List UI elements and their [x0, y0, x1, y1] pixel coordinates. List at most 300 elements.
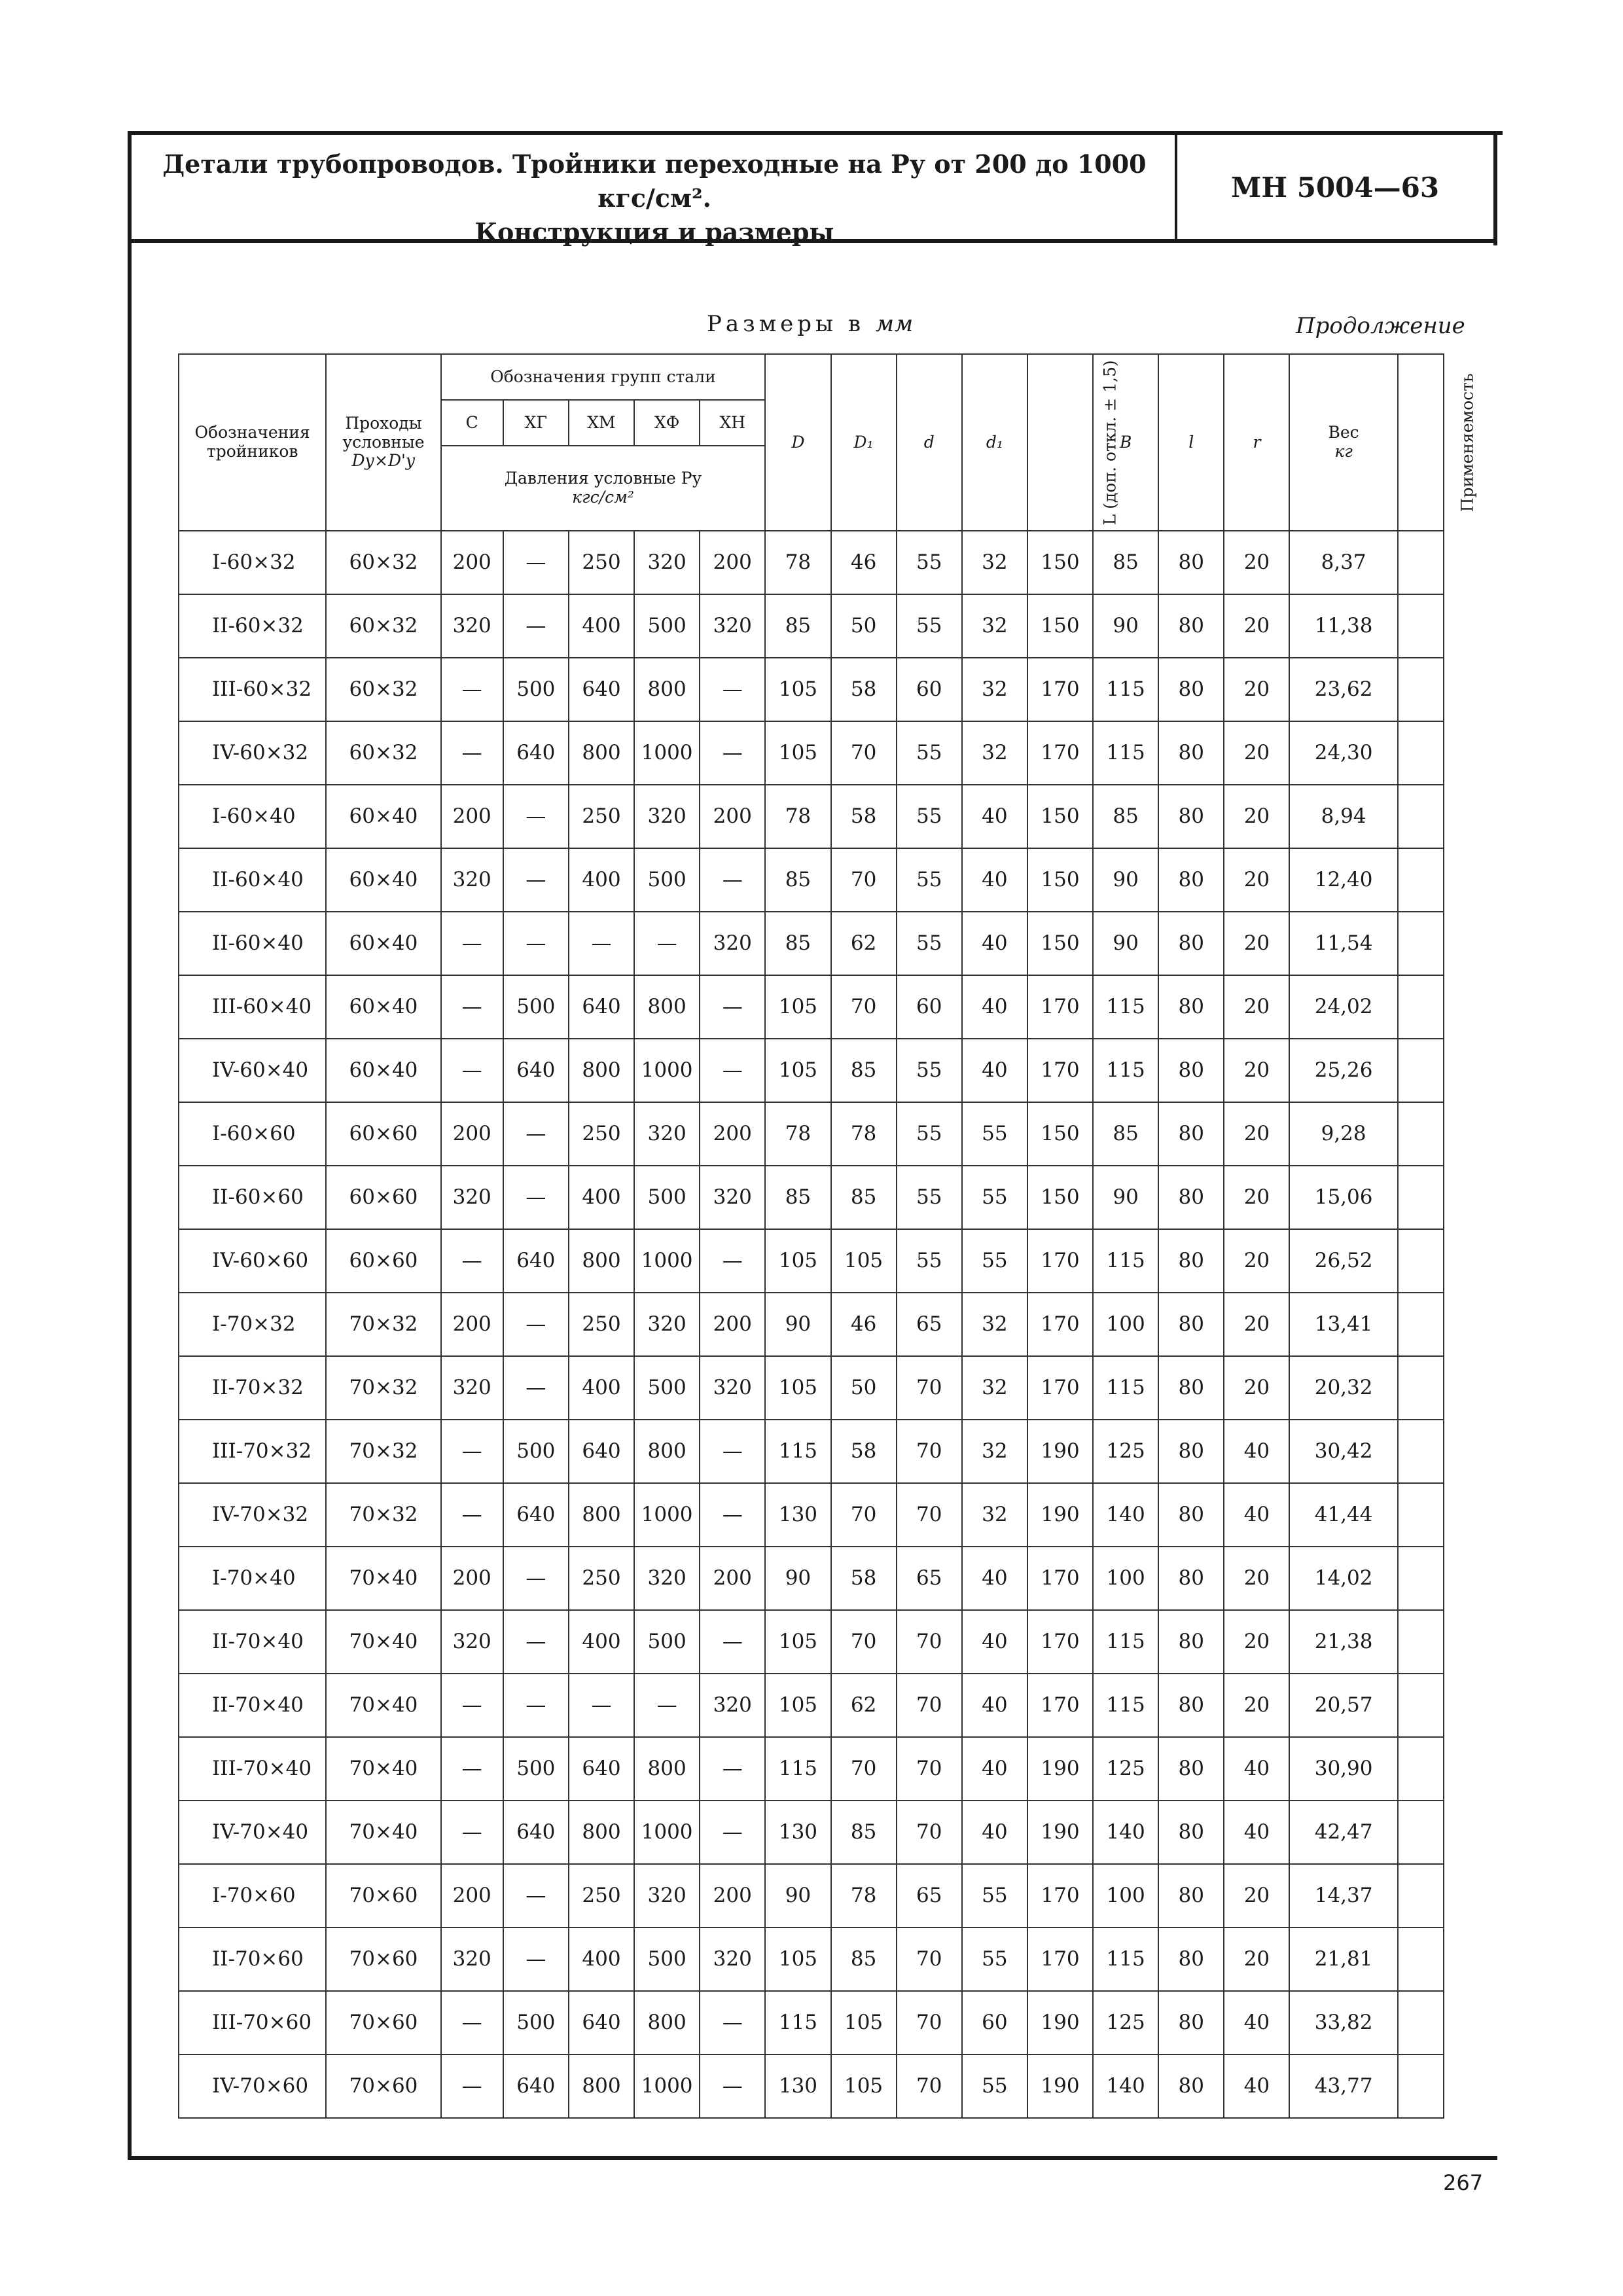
cell-xg: 640	[503, 1483, 569, 1547]
header-passages-label: Проходы условные	[342, 413, 425, 452]
cell-xf: 1000	[634, 1229, 700, 1293]
cell-pass: 60×32	[326, 721, 440, 785]
cell-d1: 32	[962, 1293, 1027, 1356]
cell-c: —	[441, 1039, 503, 1102]
cell-xm: 400	[569, 1928, 634, 1991]
cell-r: 20	[1224, 531, 1289, 594]
cell-D1: 85	[831, 1801, 897, 1864]
cell-D1: 50	[831, 594, 897, 658]
cell-B: 140	[1093, 2054, 1158, 2118]
cell-xn: —	[700, 975, 765, 1039]
cell-l: 80	[1158, 1229, 1224, 1293]
cell-d1: 32	[962, 658, 1027, 721]
cell-D1: 62	[831, 1674, 897, 1737]
table-row	[179, 1356, 1444, 1420]
cell-xm: 250	[569, 1102, 634, 1166]
cell-usage	[1398, 1737, 1444, 1801]
cell-xm: 800	[569, 1801, 634, 1864]
cell-B: 115	[1093, 1928, 1158, 1991]
cell-D1: 46	[831, 1293, 897, 1356]
cell-D1: 85	[831, 1166, 897, 1229]
cell-r: 20	[1224, 1039, 1289, 1102]
cell-L: 170	[1027, 1864, 1093, 1928]
cell-D: 78	[765, 785, 830, 848]
cell-xn: —	[700, 1229, 765, 1293]
header-passages	[326, 354, 440, 531]
header-usage	[1398, 354, 1477, 531]
cell-L: 190	[1027, 1801, 1093, 1864]
cell-d1: 40	[962, 1610, 1027, 1674]
units-text: Размеры в	[707, 311, 865, 337]
cell-xf: 1000	[634, 1801, 700, 1864]
cell-d: 55	[897, 848, 962, 912]
cell-r: 20	[1224, 658, 1289, 721]
cell-name: III-70×40	[179, 1737, 326, 1801]
cell-B: 100	[1093, 1864, 1158, 1928]
cell-xn: —	[700, 1737, 765, 1801]
header-L-text: L (доп. откл. ± 1,5)	[1100, 360, 1120, 525]
cell-D1: 78	[831, 1102, 897, 1166]
cell-xg: —	[503, 1166, 569, 1229]
cell-l: 80	[1158, 1547, 1224, 1610]
cell-d1: 40	[962, 785, 1027, 848]
cell-B: 90	[1093, 1166, 1158, 1229]
header-pressure	[441, 446, 766, 531]
cell-d1: 55	[962, 2054, 1027, 2118]
cell-xg: 500	[503, 1420, 569, 1483]
cell-l: 80	[1158, 1801, 1224, 1864]
table-row	[179, 1102, 1444, 1166]
cell-pass: 60×32	[326, 531, 440, 594]
cell-name: I-70×40	[179, 1547, 326, 1610]
cell-xg: —	[503, 1928, 569, 1991]
cell-xn: 200	[700, 1293, 765, 1356]
cell-D: 90	[765, 1293, 830, 1356]
cell-xm: 640	[569, 1991, 634, 2054]
header-passages-formula: Dу×D'у	[351, 451, 416, 471]
cell-xf: —	[634, 912, 700, 975]
cell-B: 115	[1093, 658, 1158, 721]
cell-xn: 200	[700, 531, 765, 594]
header-d: d	[897, 354, 962, 531]
cell-usage	[1398, 975, 1444, 1039]
cell-d: 70	[897, 1610, 962, 1674]
cell-L: 170	[1027, 1293, 1093, 1356]
cell-B: 125	[1093, 1420, 1158, 1483]
cell-pass: 70×40	[326, 1737, 440, 1801]
cell-D: 85	[765, 594, 830, 658]
table-row	[179, 531, 1444, 594]
cell-r: 20	[1224, 1610, 1289, 1674]
table-row	[179, 2054, 1444, 2118]
cell-pass: 70×32	[326, 1293, 440, 1356]
cell-B: 100	[1093, 1293, 1158, 1356]
header-D: D	[765, 354, 830, 531]
cell-B: 115	[1093, 1039, 1158, 1102]
cell-l: 80	[1158, 1293, 1224, 1356]
cell-l: 80	[1158, 1928, 1224, 1991]
cell-xm: 800	[569, 2054, 634, 2118]
cell-L: 170	[1027, 1928, 1093, 1991]
cell-B: 85	[1093, 1102, 1158, 1166]
cell-L: 150	[1027, 785, 1093, 848]
table-row	[179, 1483, 1444, 1547]
cell-name: IV-60×60	[179, 1229, 326, 1293]
cell-d: 60	[897, 658, 962, 721]
cell-D: 115	[765, 1991, 830, 2054]
cell-l: 80	[1158, 912, 1224, 975]
cell-c: 200	[441, 531, 503, 594]
cell-usage	[1398, 658, 1444, 721]
table-row	[179, 1928, 1444, 1991]
cell-c: —	[441, 1801, 503, 1864]
cell-usage	[1398, 531, 1444, 594]
cell-L: 190	[1027, 1991, 1093, 2054]
cell-c: —	[441, 658, 503, 721]
cell-D: 105	[765, 1674, 830, 1737]
cell-D1: 50	[831, 1356, 897, 1420]
cell-D: 115	[765, 1420, 830, 1483]
cell-xg: —	[503, 785, 569, 848]
cell-name: IV-60×40	[179, 1039, 326, 1102]
cell-xg: 500	[503, 658, 569, 721]
cell-w: 24,30	[1289, 721, 1397, 785]
cell-name: II-60×40	[179, 848, 326, 912]
title-line-2: Конструкция и размеры	[474, 217, 834, 247]
cell-D1: 105	[831, 1991, 897, 2054]
cell-l: 80	[1158, 1737, 1224, 1801]
cell-xf: —	[634, 1674, 700, 1737]
cell-usage	[1398, 848, 1444, 912]
cell-D1: 62	[831, 912, 897, 975]
cell-B: 115	[1093, 1356, 1158, 1420]
cell-D: 90	[765, 1864, 830, 1928]
cell-name: IV-70×32	[179, 1483, 326, 1547]
cell-pass: 70×60	[326, 2054, 440, 2118]
cell-l: 80	[1158, 785, 1224, 848]
cell-c: 320	[441, 848, 503, 912]
standard-code: МН 5004—63	[1230, 171, 1440, 204]
cell-name: IV-70×40	[179, 1801, 326, 1864]
cell-xg: 640	[503, 2054, 569, 2118]
cell-w: 8,94	[1289, 785, 1397, 848]
cell-usage	[1398, 1610, 1444, 1674]
cell-xm: —	[569, 912, 634, 975]
cell-usage	[1398, 1674, 1444, 1737]
cell-D1: 105	[831, 2054, 897, 2118]
cell-xf: 500	[634, 594, 700, 658]
cell-w: 13,41	[1289, 1293, 1397, 1356]
header-usage-text: Применяемость	[1457, 373, 1477, 512]
cell-L: 150	[1027, 848, 1093, 912]
cell-D: 78	[765, 1102, 830, 1166]
cell-B: 125	[1093, 1737, 1158, 1801]
cell-name: III-60×40	[179, 975, 326, 1039]
cell-xg: 640	[503, 1039, 569, 1102]
frame-left-rule	[128, 2127, 132, 2160]
cell-pass: 60×40	[326, 848, 440, 912]
cell-w: 21,38	[1289, 1610, 1397, 1674]
cell-pass: 60×60	[326, 1229, 440, 1293]
cell-d: 65	[897, 1547, 962, 1610]
cell-w: 26,52	[1289, 1229, 1397, 1293]
cell-w: 43,77	[1289, 2054, 1397, 2118]
cell-xm: 800	[569, 1039, 634, 1102]
cell-name: III-60×32	[179, 658, 326, 721]
cell-d: 55	[897, 1229, 962, 1293]
cell-r: 20	[1224, 1356, 1289, 1420]
cell-xn: —	[700, 721, 765, 785]
cell-d1: 40	[962, 1039, 1027, 1102]
cell-d: 65	[897, 1864, 962, 1928]
cell-usage	[1398, 2054, 1444, 2118]
cell-xg: —	[503, 1864, 569, 1928]
cell-L: 190	[1027, 1737, 1093, 1801]
cell-D1: 58	[831, 1420, 897, 1483]
cell-w: 41,44	[1289, 1483, 1397, 1547]
cell-xn: —	[700, 658, 765, 721]
cell-c: —	[441, 975, 503, 1039]
cell-c: —	[441, 912, 503, 975]
cell-xf: 800	[634, 658, 700, 721]
header-divider	[1175, 133, 1177, 241]
cell-B: 85	[1093, 785, 1158, 848]
cell-pass: 60×40	[326, 785, 440, 848]
header-steel-xn: ХН	[700, 400, 765, 446]
cell-l: 80	[1158, 658, 1224, 721]
cell-pass: 60×60	[326, 1166, 440, 1229]
cell-xg: 500	[503, 1991, 569, 2054]
cell-xf: 320	[634, 1547, 700, 1610]
cell-D: 105	[765, 1610, 830, 1674]
cell-xn: —	[700, 848, 765, 912]
cell-B: 115	[1093, 975, 1158, 1039]
cell-xn: 320	[700, 912, 765, 975]
footer-rule	[128, 2156, 1497, 2160]
title-line-1: Детали трубопроводов. Тройники переходные на Pу от 200 до 1000 кгс/см².	[162, 149, 1147, 213]
units-label	[707, 311, 914, 337]
cell-xf: 320	[634, 1293, 700, 1356]
cell-d1: 32	[962, 594, 1027, 658]
header-B: B	[1093, 354, 1158, 531]
cell-c: 320	[441, 1610, 503, 1674]
cell-pass: 70×60	[326, 1928, 440, 1991]
cell-l: 80	[1158, 594, 1224, 658]
cell-xf: 500	[634, 1356, 700, 1420]
cell-xm: 250	[569, 1864, 634, 1928]
cell-pass: 70×32	[326, 1420, 440, 1483]
cell-w: 30,90	[1289, 1737, 1397, 1801]
cell-D: 105	[765, 1928, 830, 1991]
table-row	[179, 1737, 1444, 1801]
cell-xn: 320	[700, 1356, 765, 1420]
cell-D1: 70	[831, 721, 897, 785]
cell-usage	[1398, 1039, 1444, 1102]
cell-L: 150	[1027, 912, 1093, 975]
cell-xn: 200	[700, 1864, 765, 1928]
cell-xg: —	[503, 1356, 569, 1420]
table-row	[179, 1420, 1444, 1483]
table-row	[179, 1547, 1444, 1610]
cell-name: II-60×40	[179, 912, 326, 975]
cell-pass: 60×60	[326, 1102, 440, 1166]
cell-B: 90	[1093, 594, 1158, 658]
cell-usage	[1398, 1864, 1444, 1928]
header-l: l	[1158, 354, 1224, 531]
cell-c: —	[441, 1229, 503, 1293]
cell-d: 55	[897, 912, 962, 975]
cell-D: 105	[765, 1229, 830, 1293]
cell-D1: 70	[831, 1610, 897, 1674]
cell-xf: 500	[634, 1166, 700, 1229]
cell-w: 9,28	[1289, 1102, 1397, 1166]
cell-usage	[1398, 1928, 1444, 1991]
cell-w: 21,81	[1289, 1928, 1397, 1991]
cell-D: 115	[765, 1737, 830, 1801]
table-row	[179, 975, 1444, 1039]
cell-r: 40	[1224, 1801, 1289, 1864]
cell-d: 70	[897, 1737, 962, 1801]
cell-usage	[1398, 1166, 1444, 1229]
cell-c: 200	[441, 785, 503, 848]
cell-l: 80	[1158, 721, 1224, 785]
cell-xn: —	[700, 1801, 765, 1864]
cell-w: 11,54	[1289, 912, 1397, 975]
cell-name: II-70×40	[179, 1674, 326, 1737]
cell-xn: 320	[700, 1674, 765, 1737]
cell-d: 55	[897, 721, 962, 785]
cell-B: 115	[1093, 1610, 1158, 1674]
cell-xn: —	[700, 2054, 765, 2118]
cell-L: 170	[1027, 1356, 1093, 1420]
cell-xg: —	[503, 1610, 569, 1674]
cell-xn: 320	[700, 594, 765, 658]
cell-name: I-70×60	[179, 1864, 326, 1928]
cell-pass: 70×40	[326, 1801, 440, 1864]
cell-xf: 1000	[634, 721, 700, 785]
cell-D: 105	[765, 658, 830, 721]
cell-r: 20	[1224, 1229, 1289, 1293]
cell-r: 20	[1224, 1928, 1289, 1991]
table-body	[179, 531, 1444, 2118]
cell-d: 60	[897, 975, 962, 1039]
cell-xg: 640	[503, 1801, 569, 1864]
cell-L: 170	[1027, 1039, 1093, 1102]
cell-l: 80	[1158, 848, 1224, 912]
table-row	[179, 594, 1444, 658]
cell-xm: 400	[569, 594, 634, 658]
cell-xm: 640	[569, 975, 634, 1039]
cell-xg: —	[503, 848, 569, 912]
cell-l: 80	[1158, 1483, 1224, 1547]
cell-name: I-60×60	[179, 1102, 326, 1166]
cell-pass: 70×32	[326, 1483, 440, 1547]
cell-usage	[1398, 1801, 1444, 1864]
cell-B: 90	[1093, 912, 1158, 975]
cell-pass: 60×32	[326, 594, 440, 658]
cell-xg: —	[503, 1674, 569, 1737]
cell-B: 140	[1093, 1483, 1158, 1547]
cell-D1: 85	[831, 1039, 897, 1102]
cell-d1: 40	[962, 1737, 1027, 1801]
table-row	[179, 912, 1444, 975]
cell-usage	[1398, 1229, 1444, 1293]
cell-d: 55	[897, 531, 962, 594]
cell-c: 320	[441, 594, 503, 658]
cell-d1: 40	[962, 1674, 1027, 1737]
cell-c: —	[441, 1420, 503, 1483]
cell-name: III-70×32	[179, 1420, 326, 1483]
cell-r: 20	[1224, 785, 1289, 848]
header-weight-unit: кг	[1334, 442, 1353, 461]
cell-w: 15,06	[1289, 1166, 1397, 1229]
cell-D: 90	[765, 1547, 830, 1610]
cell-d: 55	[897, 1102, 962, 1166]
cell-L: 170	[1027, 1229, 1093, 1293]
cell-B: 140	[1093, 1801, 1158, 1864]
cell-usage	[1398, 1293, 1444, 1356]
cell-w: 24,02	[1289, 975, 1397, 1039]
cell-l: 80	[1158, 975, 1224, 1039]
cell-D: 105	[765, 1039, 830, 1102]
cell-r: 20	[1224, 1547, 1289, 1610]
table-row	[179, 1674, 1444, 1737]
cell-xg: 500	[503, 975, 569, 1039]
cell-xf: 320	[634, 531, 700, 594]
cell-xm: 400	[569, 1356, 634, 1420]
cell-D1: 70	[831, 848, 897, 912]
cell-D1: 58	[831, 658, 897, 721]
cell-L: 170	[1027, 975, 1093, 1039]
cell-d1: 32	[962, 1420, 1027, 1483]
table-row	[179, 1293, 1444, 1356]
cell-c: 200	[441, 1864, 503, 1928]
cell-l: 80	[1158, 1991, 1224, 2054]
cell-pass: 70×40	[326, 1610, 440, 1674]
cell-c: —	[441, 1991, 503, 2054]
cell-l: 80	[1158, 2054, 1224, 2118]
cell-d: 70	[897, 2054, 962, 2118]
cell-d: 70	[897, 1801, 962, 1864]
cell-usage	[1398, 1420, 1444, 1483]
cell-D1: 85	[831, 1928, 897, 1991]
cell-d1: 32	[962, 1483, 1027, 1547]
cell-xg: —	[503, 531, 569, 594]
cell-D: 78	[765, 531, 830, 594]
table-row	[179, 1801, 1444, 1864]
cell-r: 20	[1224, 721, 1289, 785]
cell-xf: 500	[634, 848, 700, 912]
header-steel-groups: Обозначения групп стали	[441, 354, 766, 400]
cell-d1: 40	[962, 848, 1027, 912]
cell-xf: 800	[634, 1737, 700, 1801]
frame-right-rule	[1493, 131, 1497, 245]
cell-L: 150	[1027, 594, 1093, 658]
cell-L: 190	[1027, 1483, 1093, 1547]
cell-r: 40	[1224, 2054, 1289, 2118]
header-weight-label: Вес	[1328, 423, 1359, 442]
cell-r: 40	[1224, 1420, 1289, 1483]
cell-c: —	[441, 721, 503, 785]
cell-w: 30,42	[1289, 1420, 1397, 1483]
cell-name: I-60×32	[179, 531, 326, 594]
cell-D: 85	[765, 912, 830, 975]
cell-d: 70	[897, 1674, 962, 1737]
cell-pass: 70×40	[326, 1547, 440, 1610]
dimensions-table	[178, 353, 1477, 2119]
cell-D1: 70	[831, 1737, 897, 1801]
cell-xg: —	[503, 912, 569, 975]
